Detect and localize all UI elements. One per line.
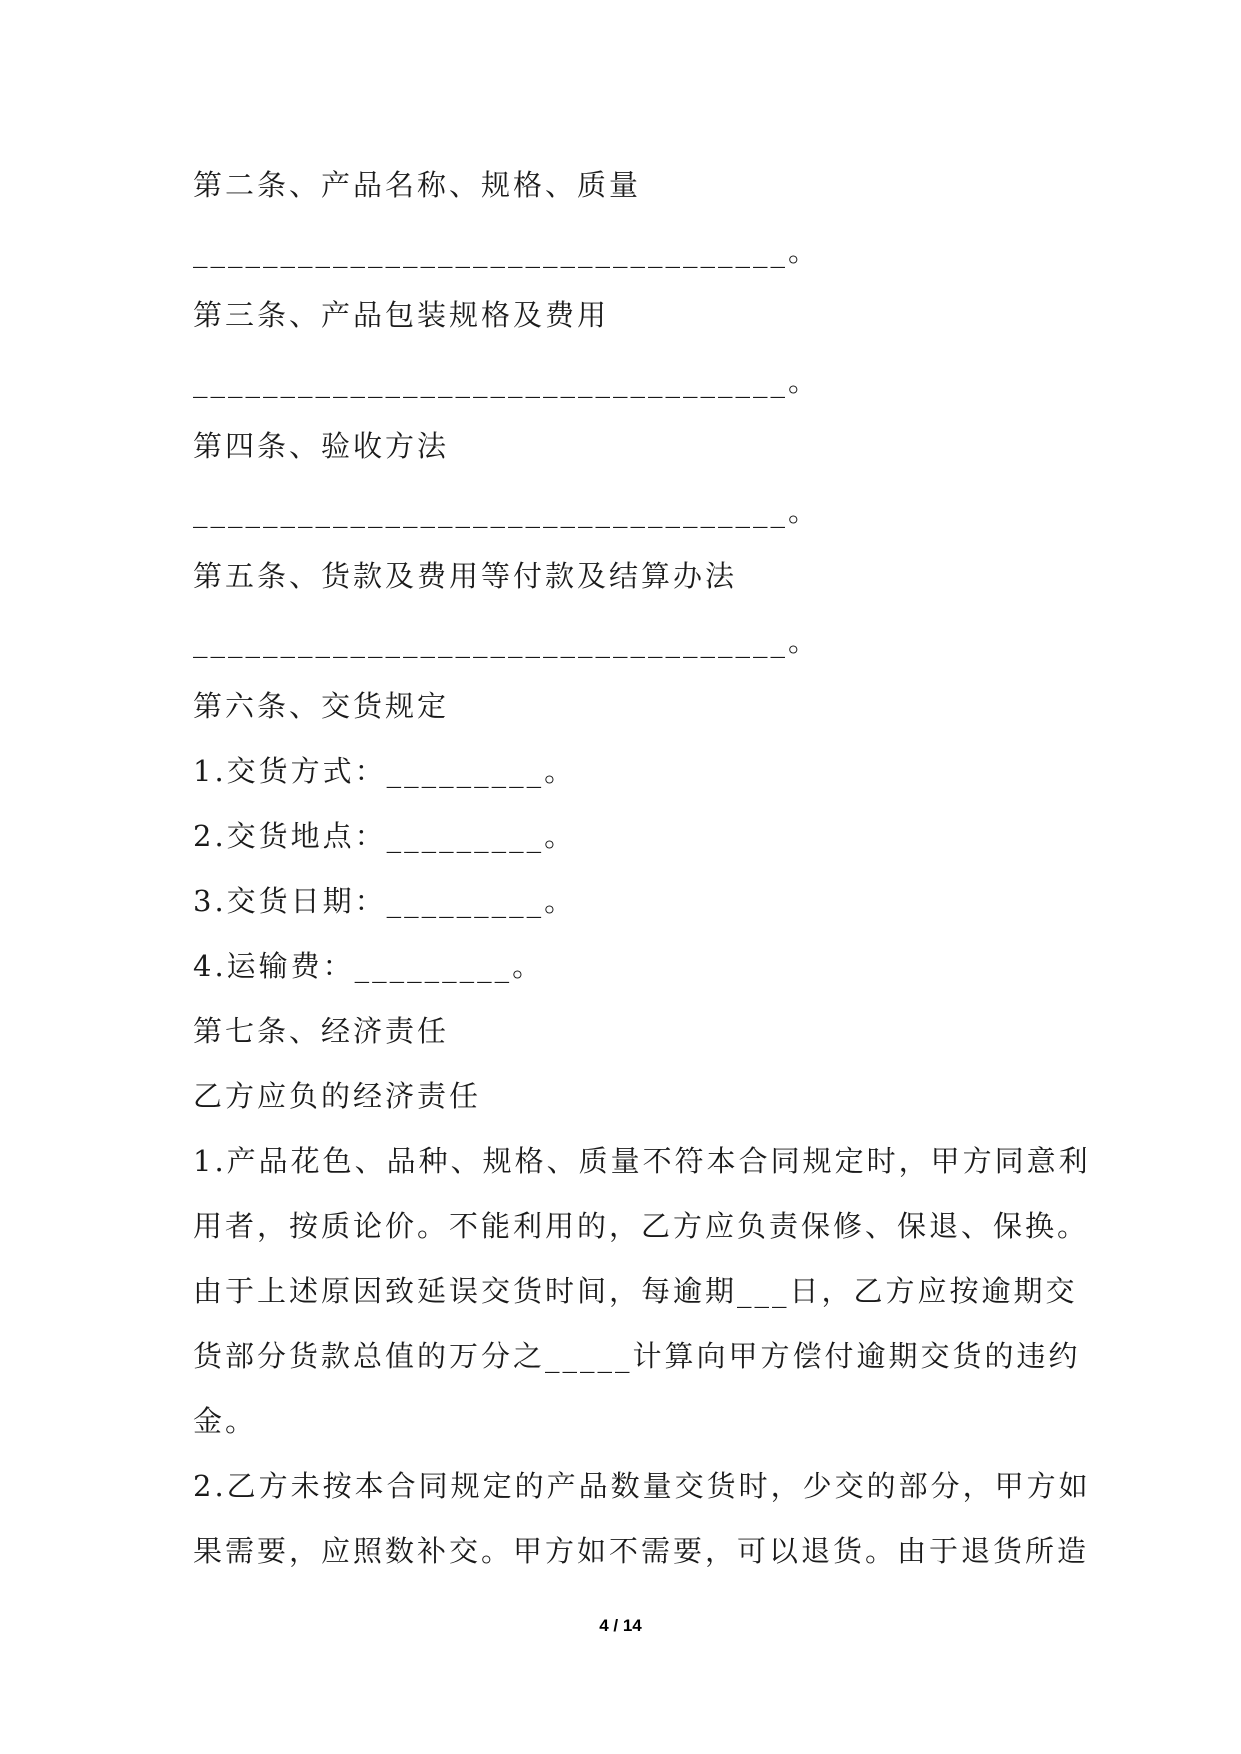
article-2-heading: 第二条、产品名称、规格、质量	[193, 168, 642, 202]
clause-1-line-5: 金。	[193, 1404, 258, 1438]
article-5-blank: __________________________________。	[193, 624, 821, 658]
article-2-blank: __________________________________。	[193, 234, 821, 268]
party-b-liability-heading: 乙方应负的经济责任	[193, 1079, 482, 1113]
article-7-heading: 第七条、经济责任	[193, 1014, 450, 1048]
clause-2-line-2: 果需要，应照数补交。甲方如不需要，可以退货。由于退货所造	[193, 1534, 1090, 1568]
clause-1-line-3: 由于上述原因致延误交货时间，每逾期___日，乙方应按逾期交	[193, 1274, 1078, 1308]
clause-1-line-4: 货部分货款总值的万分之_____计算向甲方偿付逾期交货的违约	[193, 1339, 1081, 1373]
clause-1-line-2: 用者，按质论价。不能利用的，乙方应负责保修、保退、保换。	[193, 1209, 1090, 1243]
page-number: 4 / 14	[599, 1616, 642, 1635]
article-3-blank: __________________________________。	[193, 364, 821, 398]
article-4-heading: 第四条、验收方法	[193, 429, 450, 463]
clause-1-line-1: 1.产品花色、品种、规格、质量不符本合同规定时，甲方同意利	[193, 1144, 1091, 1178]
delivery-method: 1.交货方式：_________。	[193, 754, 577, 788]
article-5-heading: 第五条、货款及费用等付款及结算办法	[193, 559, 738, 593]
clause-2-line-1: 2.乙方未按本合同规定的产品数量交货时，少交的部分，甲方如	[193, 1469, 1091, 1503]
article-4-blank: __________________________________。	[193, 494, 821, 528]
article-6-heading: 第六条、交货规定	[193, 689, 450, 723]
transport-fee: 4.运输费：_________。	[193, 949, 545, 983]
delivery-location: 2.交货地点：_________。	[193, 819, 577, 853]
article-3-heading: 第三条、产品包装规格及费用	[193, 298, 610, 332]
delivery-date: 3.交货日期：_________。	[193, 884, 577, 918]
